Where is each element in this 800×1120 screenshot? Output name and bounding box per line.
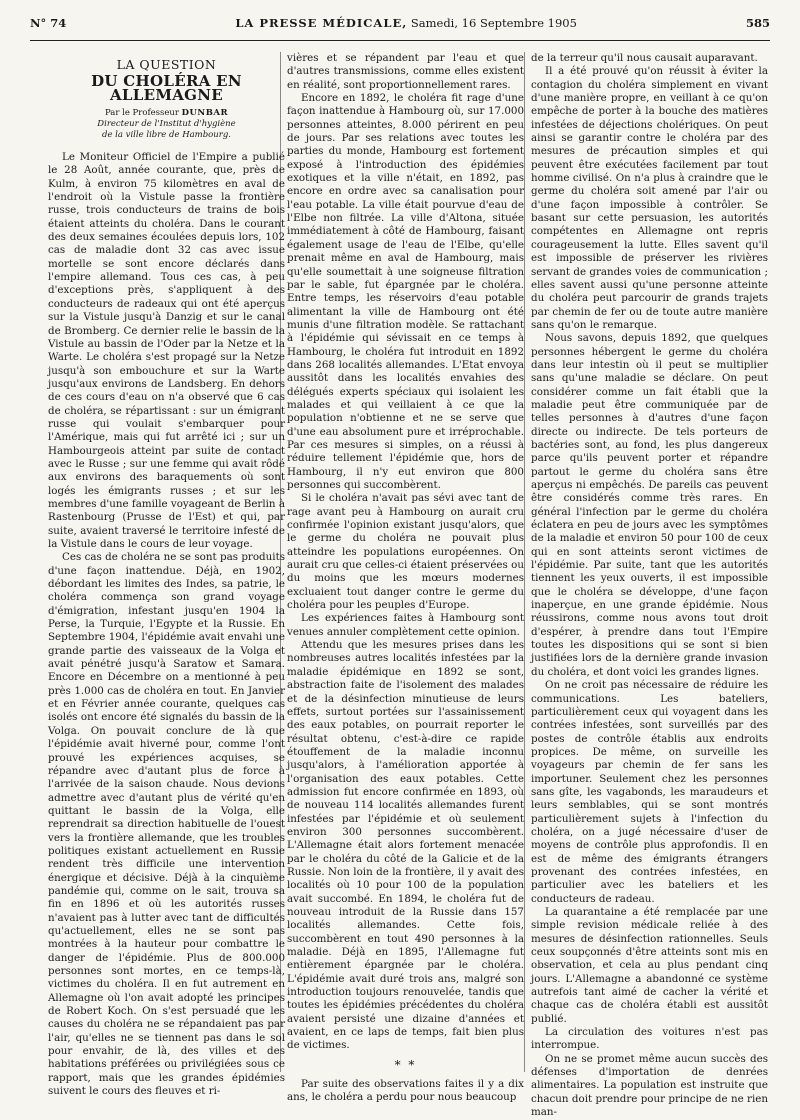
paragraph: Les expériences faites à Hambourg sont venues annuler complètement cette opinion. bbox=[287, 612, 524, 638]
column-2 bbox=[287, 52, 524, 1104]
paragraph: Attendu que les mesures prises dans les nombreuses autres localités infestées par la maladie épidémique en 1892 se sont, abstraction faite de l'isolement des malades et de la désinfection minutieuse de leurs effets, surtout portées sur l'assainissement des eaux potables, on pourrait reporter le résultat obtenu, c'est-à-dire ce rapide étouffement de la maladie inconnu jusqu'alors, à l'amélioration apportée à l'organisation des eaux potables. Cette admission fut encore confirmée en 1893, où de nouveau 114 localités allemandes furent infestées par l'épidémie et où seulement environ 300 personnes succombèrent. L'Allemagne était alors fortement menacée par le choléra du côté de la Galicie et de la Russie. Non loin de la frontière, il y avait des localités où 10 pour 100 de la population avait succombé. En 1894, le choléra fut de nouveau introduit de la Russie dans 157 localités allemandes. Cette fois, succombèrent en tout 490 personnes à la maladie. Déjà en 1895, l'Allemagne fut entièrement épargnée par le choléra. L'épidémie avait duré trois ans, malgré son introduction toujours renouvelée, tandis que toutes les épidémies précédentes du choléra avaient persisté une dizaine d'années et avaient, en ce laps de temps, fait bien plus de victimes. bbox=[287, 639, 524, 1052]
column-1 bbox=[48, 52, 285, 1098]
issue-number: N° 74 bbox=[30, 16, 67, 30]
paragraph: de la terreur qu'il nous causait auparavant. bbox=[531, 52, 758, 64]
paragraph: Ces cas de choléra ne se sont pas produits d'une façon inattendue. Déjà, en 1902, débordant les limites des Indes, sa patrie, le choléra commença son grand voyage d'émigration, infestant jusqu'en 1904 la Perse, la Turquie, l'Egypte et la Russie. En Septembre 1904, l'épidémie avait envahi une grande partie des vaisseaux de la Volga et avait pénétré jusqu'à Saratow et Samara. Encore en Décembre on a mentionné à peu près 1.000 cas de choléra en tout. En Janvier et en Février année courante, quelques cas isolés ont encore été signalés du bassin de la Volga. On pouvait conclure de là que l'épidémie avait hiverné pour, comme l'ont prouvé les expériences acquises, se répandre avec d'autant plus de force à l'arrivée de la saison chaude. Nous devions admettre avec d'autant plus de vérité qu'en quittant le bassin de la Volga, elle reprendrait sa direction habituelle de l'ouest vers la frontière allemande, que les troubles politiques existant actuellement en Russie rendent très difficile une intervention énergique et décisive. Déjà à la cinquième pandémie qui, comme on le sait, trouva sa fin en 1896 et où les autorités russes n'avaient pas à lutter avec tant de difficultés qu'actuellement, elles ne se sont pas montrées à la hauteur pour combattre le danger de l'épidémie. Plus de 800.000 personnes sont mortes, en ce temps-là, victimes du choléra. Il en fut autrement en Allemagne où l'on avait adopté les principes de Robert Koch. On s'est persuadé que les causes du choléra ne se répandaient pas par l'air, qu'elles ne se tiennent pas dans le sol pour envahir, de là, des villes et des habitations préférées ou privilégiées sous ce rapport, mais que les grandes épidémies suivent le cours des fleuves et ri- bbox=[48, 551, 285, 1098]
paragraph: La circulation des voitures n'est pas interrompue. bbox=[531, 1026, 768, 1052]
author-affiliation-1: Directeur de l'Institut d'hygiène bbox=[97, 119, 236, 130]
masthead bbox=[66, 16, 746, 30]
article-kicker: LA QUESTION bbox=[116, 57, 217, 72]
byline bbox=[48, 108, 285, 119]
issue-date: Samedi, 16 Septembre 1905 bbox=[407, 16, 577, 30]
paragraph: On ne croit pas nécessaire de réduire les communications. Les bateliers, particulièrement ceux qui voyagent dans les contrées infestées, sont surveillés par des postes de contrôle établis aux endroits propices. De même, on surveille les voyageurs par chemin de fer sans les importuner. Seulement chez les personnes sans gîte, les vagabonds, les maraudeurs et leurs semblables, qui se sont montrés particulièrement sujets à l'infection du choléra, on a jugé nécessaire d'user de moyens de contrôle plus approfondis. Il en est de même des émigrants étrangers provenant des contrées infestées, en particulier avec les bateliers et les conducteurs de radeau. bbox=[531, 679, 768, 905]
section-ornament: * * bbox=[394, 1057, 417, 1072]
article-heading bbox=[48, 58, 285, 141]
paragraph: Par suite des observations faites il y a dix ans, le choléra a perdu pour nous beaucoup bbox=[287, 1078, 524, 1104]
paragraph: Si le choléra n'avait pas sévi avec tant de rage avant peu à Hambourg on aurait cru confirmée l'opinion existant jusqu'alors, que le germe du choléra ne pouvait plus atteindre les populations européennes. On aurait cru que celles-ci étaient préservées ou du moins que les mœurs modernes excluaient tout danger contre le germe du choléra pour les peuples d'Europe. bbox=[287, 492, 524, 612]
author-affiliation-2: de la ville libre de Hambourg. bbox=[102, 130, 231, 141]
paragraph: Nous savons, depuis 1892, que quelques personnes hébergent le germe du choléra dans leur intestin où il peut se multiplier sans qu'une maladie se déclare. On peut considérer comme un fait établi que la maladie peut être communiquée par de telles personnes à d'autres d'une façon directe ou indirecte. De tels porteurs de bactéries sont, au fond, les plus dangereux parce qu'ils peuvent porter et répandre partout le germe du choléra sans être aperçus ni empêchés. De pareils cas peuvent être considérés comme très rares. En général l'infection par le germe du choléra éclatera en peu de jours avec les symptômes de la maladie et environ 50 pour 100 de ceux qui en sont atteints seront victimes de l'épidémie. Par suite, tant que les autorités tiennent les yeux ouverts, il est impossible que le choléra se développe, d'une façon inaperçue, en une grande épidémie. Nous réussirons, comme nous avons tout droit d'espérer, à prendre dans tout l'Empire toutes les dispositions qui se sont si bien justifiées lors de la dernière grande invasion du choléra, et dont voici les grandes lignes. bbox=[531, 332, 768, 678]
paragraph: Le Moniteur Officiel de l'Empire a publié le 28 Août, année courante, que, près de Kulm, à environ 75 kilomètres en aval de l'endroit où la Vistule passe la frontière russe, trois conducteurs de trains de bois étaient atteints du choléra. Dans le courant des deux semaines écoulées depuis lors, 102 cas de maladie dont 32 cas avec issue mortelle se sont encore déclarés dans l'empire allemand. Tous ces cas, à peu d'exceptions près, s'appliquent à des conducteurs de radeaux qui ont été aperçus sur la Vistule jusqu'à Danzig et sur le canal de Bromberg. Ce dernier relie le bassin de la Vistule au bassin de l'Oder par la Netze et la Warte. Le choléra s'est propagé sur la Netze jusqu'à son embouchure et sur la Warte jusqu'aux environs de Landsberg. En dehors de ces cours d'eau on n'a observé que 6 cas de choléra, se répartissant : sur un émigrant russe qui voulait s'embarquer pour l'Amérique, mais qui fut arrêté ici ; sur un Hambourgeois atteint par suite de contact avec le Russe ; sur une femme qui avait rôdé aux environs des baraquements où sont logés les émigrants russes ; et sur les membres d'une famille voyageant de Berlin à Rastenbourg (Prusse de l'Est) et qui, par suite, avaient traversé le territoire infesté de la Vistule dans le cours de leur voyage. bbox=[48, 151, 285, 550]
paragraph: Il a été prouvé qu'on réussit à éviter la contagion du choléra simplement en vivant d'une manière propre, en veillant à ce qu'on empêche de porter à la bouche des matières infestées de déjections cholériques. On peut ainsi se garantir contre le choléra par des mesures de précaution simples et qui peuvent être exécutées facilement par tout homme civilisé. On n'a plus à craindre que le germe du choléra soit amené par l'air ou d'une façon impossible à contrôler. Se basant sur cette persuasion, les autorités compétentes en Allemagne ont repris courageusement la lutte. Elles savent qu'il est impossible de préserver les rivières servant de grandes voies de communication ; elles savent aussi qu'une personne atteinte du choléra peut parcourir de grands trajets par chemin de fer ou de toute autre manière sans qu'on le remarque. bbox=[531, 65, 768, 331]
paragraph: La quarantaine a été remplacée par une simple revision médicale reliée à des mesures de désinfection rationnelles. Seuls ceux soupçonnés d'être atteints sont mis en observation, et cela au plus pendant cinq jours. L'Allemagne a abandonné ce système autrefois tant aimé de cacher la vérité et chaque cas de choléra établi est aussitôt publié. bbox=[531, 906, 768, 1025]
byline-prefix: Par le Professeur bbox=[104, 108, 179, 119]
column-divider bbox=[524, 52, 525, 1072]
paragraph: Encore en 1892, le choléra fit rage d'une façon inattendue à Hambourg où, sur 17.000 personnes atteintes, 8.000 périrent en peu de jours. Par ses relations avec toutes les parties du monde, Hambourg est fortement exposé à l'introduction des épidémies exotiques et la ville n'était, en 1892, pas encore en ordre avec sa canalisation pour l'eau potable. La ville était pourvue d'eau de l'Elbe non filtrée. La ville d'Altona, située immédiatement à côté de Hambourg, faisant également usage de l'eau de l'Elbe, qu'elle prenait même en aval de Hambourg, mais qu'elle soumettait à une soigneuse filtration par le sable, fut épargnée par le choléra. Entre temps, les réservoirs d'eau potable alimentant la ville de Hambourg ont été munis d'une filtration modèle. Se rattachant à l'épidémie qui sévissait en ce temps à Hambourg, le choléra fut introduit en 1892 dans 268 localités allemandes. L'Etat envoya aussitôt dans les localités envahies des délégués experts spéciaux qui isolaient les malades et qui veillaient à ce que la population n'obtienne et ne se serve que d'une eau absolument pure et irréprochable. Par ces mesures si simples, on a réussi à réduire tellement l'épidémie que, hors de Hambourg, il n'y eut environ que 800 personnes qui succombèrent. bbox=[287, 92, 524, 491]
page-number: 585 bbox=[745, 16, 770, 30]
author-name: DUNBAR bbox=[181, 108, 229, 119]
article-title: DU CHOLÉRA EN ALLEMAGNE bbox=[91, 72, 242, 104]
page-header bbox=[30, 16, 770, 38]
column-3 bbox=[531, 52, 768, 1119]
header-rule bbox=[30, 40, 770, 41]
journal-name: LA PRESSE MÉDICALE, bbox=[235, 16, 408, 30]
paragraph: On ne se promet même aucun succès des défenses d'importation de denrées alimentaires. La population est instruite que chacun doit prendre pour principe de ne rien man- bbox=[531, 1052, 768, 1119]
paragraph: vières et se répandent par l'eau et que d'autres transmissions, comme elles existent en réalité, sont proportionnellement rares. bbox=[287, 52, 524, 91]
